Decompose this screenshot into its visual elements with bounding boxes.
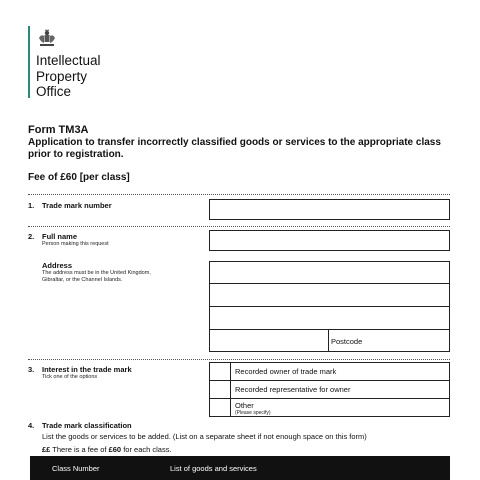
section-divider (28, 194, 450, 195)
section-1-number: 1. (28, 201, 35, 210)
section-4-fee-note (42, 445, 172, 454)
option-representative-label: Recorded representative for owner (235, 385, 351, 394)
section-1-label: Trade mark number (42, 201, 112, 210)
section-4-label: Trade mark classification (42, 421, 132, 430)
column-class-number: Class Number (52, 464, 100, 473)
fee-mid: There is a fee of (52, 445, 107, 454)
address-label: Address (42, 261, 73, 270)
option-other-hint: (Please specify) (235, 410, 271, 416)
fee-amount: £60 (108, 445, 122, 454)
section-4-number: 4. (28, 421, 35, 430)
address-line-4-field[interactable] (209, 329, 329, 352)
postcode-label: Postcode (331, 337, 363, 346)
logo-accent-bar (28, 26, 30, 98)
logo-line-1: Intellectual (36, 53, 101, 68)
address-hint-2: Gibraltar, or the Channel Islands. (42, 277, 123, 283)
section-divider (28, 359, 450, 360)
section-3-label: Interest in the trade mark (42, 365, 132, 374)
address-line-2-field[interactable] (209, 283, 450, 307)
section-4-instruction: List the goods or services to be added. (List on a separate sheet if not enough space on this form) (42, 432, 367, 441)
option-owner-label: Recorded owner of trade mark (235, 367, 337, 376)
logo-line-3: Office (36, 84, 72, 99)
other-checkbox[interactable] (209, 398, 231, 417)
owner-checkbox[interactable] (209, 362, 231, 381)
address-hint-1: The address must be in the United Kingdom, (42, 270, 151, 276)
address-line-3-field[interactable] (209, 306, 450, 330)
fee-statement: Fee of £60 [per class] (28, 172, 130, 183)
full-name-field[interactable] (209, 230, 450, 251)
organisation-logo (36, 53, 101, 100)
section-3-hint: Tick one of the options (42, 374, 98, 380)
section-divider (28, 226, 450, 227)
representative-checkbox[interactable] (209, 380, 231, 399)
trade-mark-number-field[interactable] (209, 199, 450, 220)
section-3-number: 3. (28, 365, 35, 374)
fee-prefix: ££ (42, 445, 51, 454)
form-subtitle: Application to transfer incorrectly classified goods or services to the appropriate class prior to registration. (28, 137, 441, 160)
option-other-label: Other (235, 401, 254, 410)
royal-crest-icon (36, 28, 58, 50)
fee-suffix: for each class. (123, 445, 172, 454)
logo-line-2: Property (36, 68, 88, 84)
section-2-label: Full name (42, 232, 78, 241)
section-2-number: 2. (28, 232, 35, 241)
address-line-1-field[interactable] (209, 261, 450, 284)
column-goods-services: List of goods and services (170, 464, 257, 473)
section-2-hint: Person making this request (42, 241, 109, 247)
form-title: Form TM3A (28, 124, 89, 136)
